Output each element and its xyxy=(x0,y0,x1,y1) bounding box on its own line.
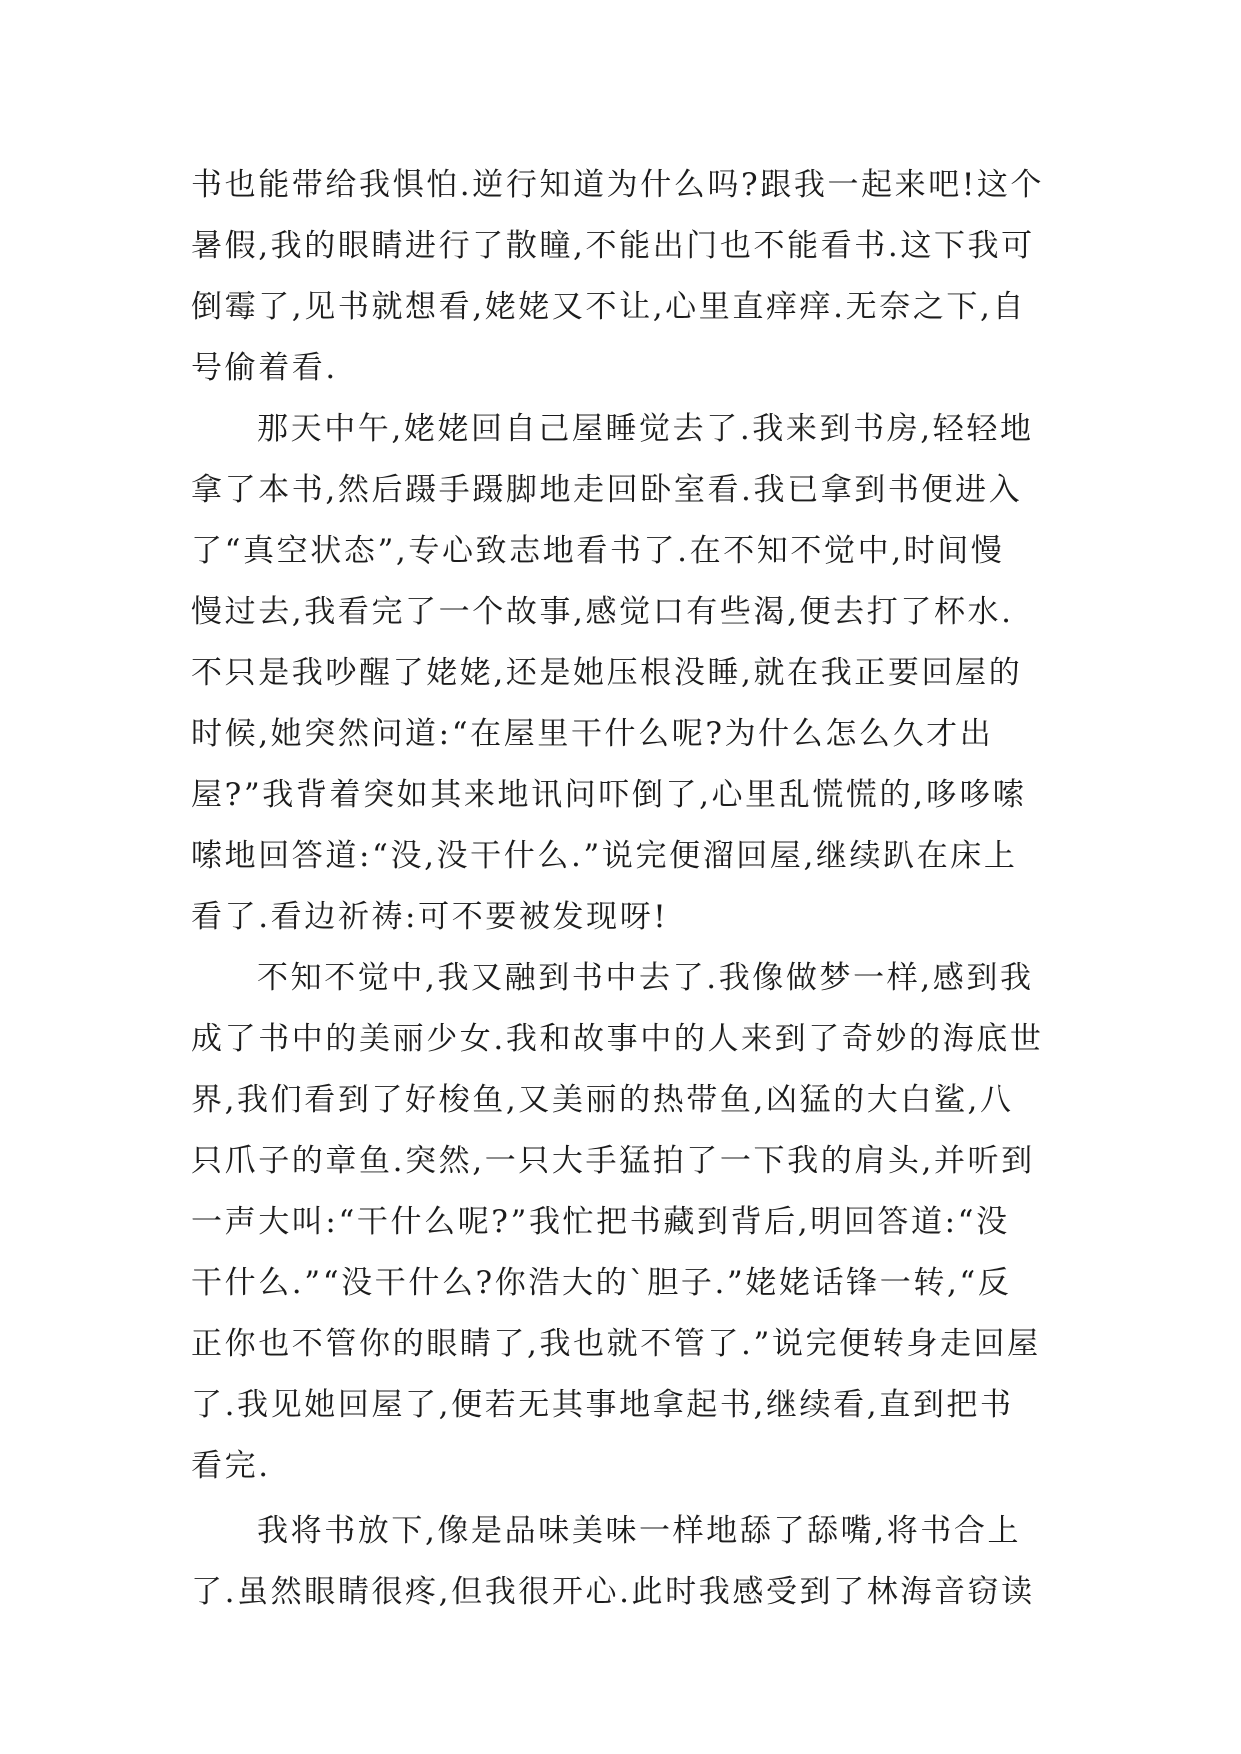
text-line: 倒霉了,见书就想看,姥姥又不让,心里直痒痒.无奈之下,自 xyxy=(191,289,1027,325)
text-line: 了.虽然眼睛很疼,但我很开心.此时我感受到了林海音窃读 xyxy=(191,1574,1035,1610)
text-line: 不知不觉中,我又融到书中去了.我像做梦一样,感到我 xyxy=(257,960,1034,996)
text-line: 嗦地回答道:“没,没干什么.”说完便溜回屋,继续趴在床上 xyxy=(191,838,1018,874)
text-line: 屋?”我背着突如其来地讯问吓倒了,心里乱慌慌的,哆哆嗦 xyxy=(191,777,1027,813)
paragraph xyxy=(191,1501,1051,1623)
text-line: 了.我见她回屋了,便若无其事地拿起书,继续看,直到把书 xyxy=(191,1387,1014,1423)
text-line: 不只是我吵醒了姥姥,还是她压根没睡,就在我正要回屋的 xyxy=(191,655,1023,691)
text-line: 号偷着看. xyxy=(191,350,338,386)
text-line: 慢过去,我看完了一个故事,感觉口有些渴,便去打了杯水. xyxy=(191,594,1014,630)
text-line: 了“真空状态”,专心致志地看书了.在不知不觉中,时间慢 xyxy=(191,533,1005,569)
text-line: 成了书中的美丽少女.我和故事中的人来到了奇妙的海底世 xyxy=(191,1021,1044,1057)
text-line: 时候,她突然问道:“在屋里干什么呢?为什么怎么久才出 xyxy=(191,716,994,752)
paragraph xyxy=(191,155,1051,399)
document-body xyxy=(191,155,1051,1623)
text-line: 我将书放下,像是品味美味一样地舔了舔嘴,将书合上 xyxy=(257,1513,1022,1549)
text-line: 书也能带给我惧怕.逆行知道为什么吗?跟我一起来吧!这个 xyxy=(191,167,1045,203)
paragraph xyxy=(191,399,1051,948)
text-line: 只爪子的章鱼.突然,一只大手猛拍了一下我的肩头,并听到 xyxy=(191,1143,1035,1179)
text-line: 正你也不管你的眼睛了,我也就不管了.”说完便转身走回屋 xyxy=(191,1326,1041,1362)
paragraph xyxy=(191,948,1051,1497)
text-line: 一声大叫:“干什么呢?”我忙把书藏到背后,明回答道:“没 xyxy=(191,1204,1010,1240)
text-line: 暑假,我的眼睛进行了散瞳,不能出门也不能看书.这下我可 xyxy=(191,228,1035,264)
text-line: 看完. xyxy=(191,1448,271,1484)
text-line: 拿了本书,然后蹑手蹑脚地走回卧室看.我已拿到书便进入 xyxy=(191,472,1023,508)
text-line: 看了.看边祈祷:可不要被发现呀! xyxy=(191,899,669,935)
text-line: 界,我们看到了好梭鱼,又美丽的热带鱼,凶猛的大白鲨,八 xyxy=(191,1082,1014,1118)
text-line: 那天中午,姥姥回自己屋睡觉去了.我来到书房,轻轻地 xyxy=(257,411,1034,447)
text-line: 干什么.”“没干什么?你浩大的`胆子.”姥姥话锋一转,“反 xyxy=(191,1265,1012,1301)
